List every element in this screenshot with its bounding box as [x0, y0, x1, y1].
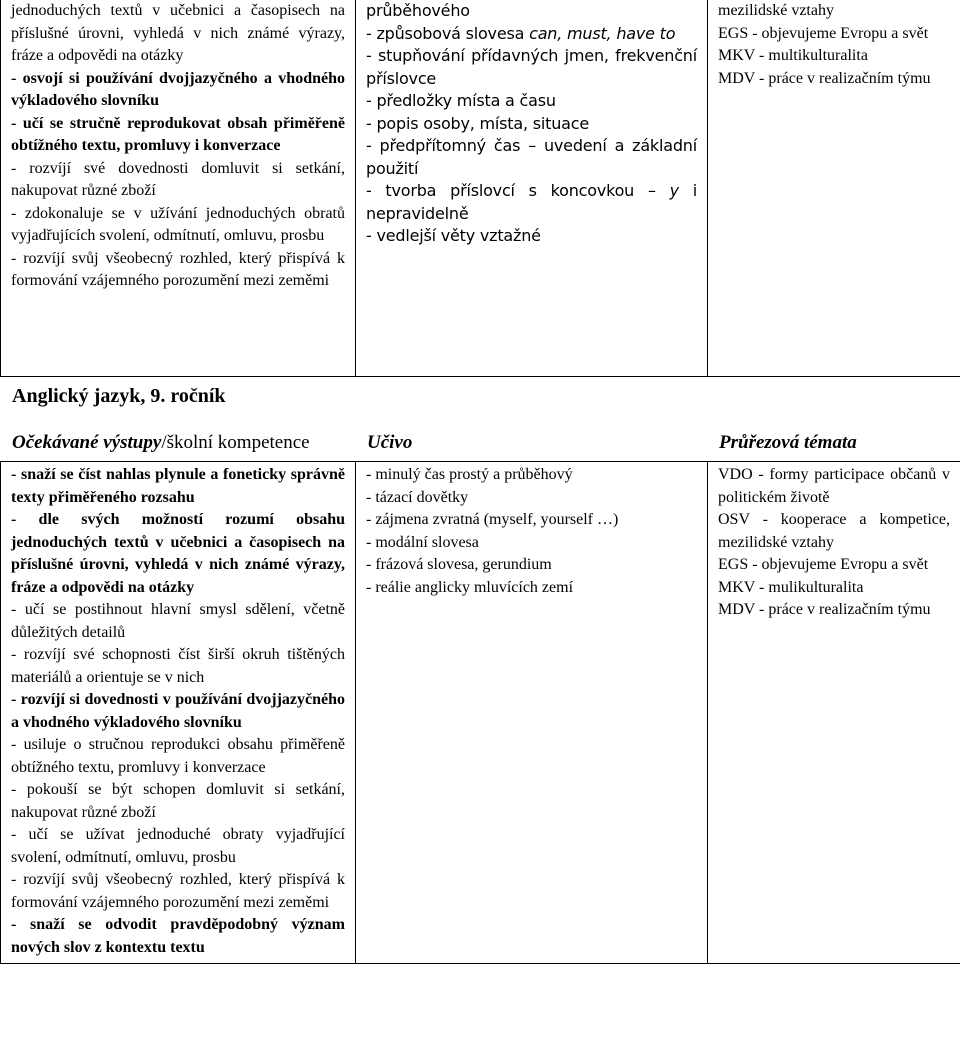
curriculum-table-continued	[0, 0, 960, 377]
curriculum-item	[366, 23, 697, 46]
outcome-item: - pokouší se být schopen domluvit si setkání, nakupovat různé zboží	[11, 781, 345, 821]
outcome-item: - učí se užívat jednoduché obraty vyjadřující svolení, odmítnutí, omluvu, prosbu	[11, 826, 345, 866]
curriculum-item: - popis osoby, místa, situace	[366, 113, 589, 133]
header-bold-part: Očekávané výstupy	[12, 432, 162, 453]
outcome-item: jednoduchých textů v učebnici a časopisech na příslušné úrovni, vyhledá v nich známé výrazy, fráze a odpovědi na otázky	[11, 2, 345, 64]
theme-item: OSV - kooperace a kompetice, mezilidské vztahy	[718, 511, 950, 551]
curriculum-item: - stupňování přídavných jmen, frekvenční příslovce	[366, 46, 697, 88]
outcome-item: - osvojí si používání dvojjazyčného a vhodného výkladového slovníku	[11, 69, 345, 109]
theme-item: MDV - práce v realizačním týmu	[718, 601, 931, 618]
curriculum-item: - předpřítomný čas – uvedení a základní použití	[366, 136, 697, 178]
curriculum-item: - předložky místa a času	[366, 91, 556, 110]
outcomes-cell	[1, 0, 356, 377]
curriculum-item: - vedlejší věty vztažné	[366, 226, 541, 245]
column-header-themes: Průřezová témata	[719, 432, 857, 453]
outcome-item: - rozvíjí své dovednosti domluvit si setkání, nakupovat různé zboží	[11, 159, 345, 199]
curriculum-item: průběhového	[366, 1, 470, 20]
curriculum-italic: can, must, have to	[529, 23, 676, 43]
outcome-item: - rozvíjí svůj všeobecný rozhled, který přispívá k formování vzájemného porozumění mezi zeměmi	[11, 249, 345, 289]
curriculum-cell	[356, 462, 708, 964]
outcome-item: - zdokonaluje se v užívání jednoduchých obratů vyjadřujících svolení, odmítnutí, omluvu, prosbu	[11, 204, 345, 244]
outcomes-cell	[1, 462, 356, 964]
outcome-item: - učí se stručně reprodukovat obsah přiměřeně obtížného textu, promluvy i konverzace	[11, 114, 345, 154]
curriculum-item: - frázová slovesa, gerundium	[366, 556, 552, 573]
column-header-curriculum: Učivo	[367, 432, 413, 453]
theme-item: MKV - mulikulturalita	[718, 578, 864, 596]
curriculum-cell	[356, 0, 708, 377]
theme-item: VDO - formy participace občanů v politickém životě	[718, 466, 950, 506]
outcome-item: - dle svých možností rozumí obsahu jednoduchých textů v učebnici a časopisech na příslušné úrovni, vyhledá v nich známé výrazy, fráze a odpovědi na otázky	[11, 511, 345, 596]
column-header-outcomes	[12, 432, 310, 454]
outcome-item: - rozvíjí si dovednosti v používání dvojjazyčného a vhodného výkladového slovníku	[11, 691, 345, 731]
theme-item: EGS - objevujeme Evropu a svět	[718, 556, 929, 573]
outcome-item: - snaží se odvodit pravděpodobný význam nových slov z kontextu textu	[11, 916, 345, 956]
outcome-item: - usiluje o stručnou reprodukci obsahu přiměřeně obtížného textu, promluvy i konverzace	[11, 736, 345, 776]
theme-item: mezilidské vztahy	[718, 2, 834, 19]
outcome-item: - rozvíjí svůj všeobecný rozhled, který přispívá k formování vzájemného porozumění mezi zeměmi	[11, 871, 345, 911]
curriculum-text: - způsobová slovesa	[366, 23, 530, 43]
theme-item: EGS - objevujeme Evropu a svět	[718, 24, 929, 42]
curriculum-item: - modální slovesa	[366, 533, 479, 551]
curriculum-item: - tázací dovětky	[366, 488, 469, 506]
theme-item: MDV - práce v realizačním týmu	[718, 69, 931, 87]
outcome-item: - snaží se číst nahlas plynule a foneticky správně texty přiměřeného rozsahu	[11, 466, 345, 506]
curriculum-item: - minulý čas prostý a průběhový	[366, 466, 573, 483]
outcome-item: - rozvíjí své schopnosti číst širší okruh tištěných materiálů a orientuje se v nich	[11, 646, 345, 686]
header-rest-part: /školní kompetence	[161, 432, 310, 453]
curriculum-item: - reálie anglicky mluvících zemí	[366, 578, 574, 596]
curriculum-table-grade9	[0, 461, 960, 964]
themes-cell	[708, 462, 960, 964]
themes-cell	[708, 0, 960, 377]
curriculum-italic: y	[669, 181, 679, 200]
outcome-item: - učí se postihnout hlavní smysl sdělení, včetně důležitých detailů	[11, 601, 345, 641]
curriculum-text: i nepravidelně	[366, 181, 697, 223]
curriculum-item: - zájmena zvratná (myself, yourself …)	[366, 511, 619, 528]
section-title: Anglický jazyk, 9. ročník	[12, 385, 226, 407]
theme-item: MKV - multikulturalita	[718, 47, 868, 64]
curriculum-item	[366, 180, 697, 225]
curriculum-text: - tvorba příslovcí s koncovkou –	[366, 181, 670, 200]
